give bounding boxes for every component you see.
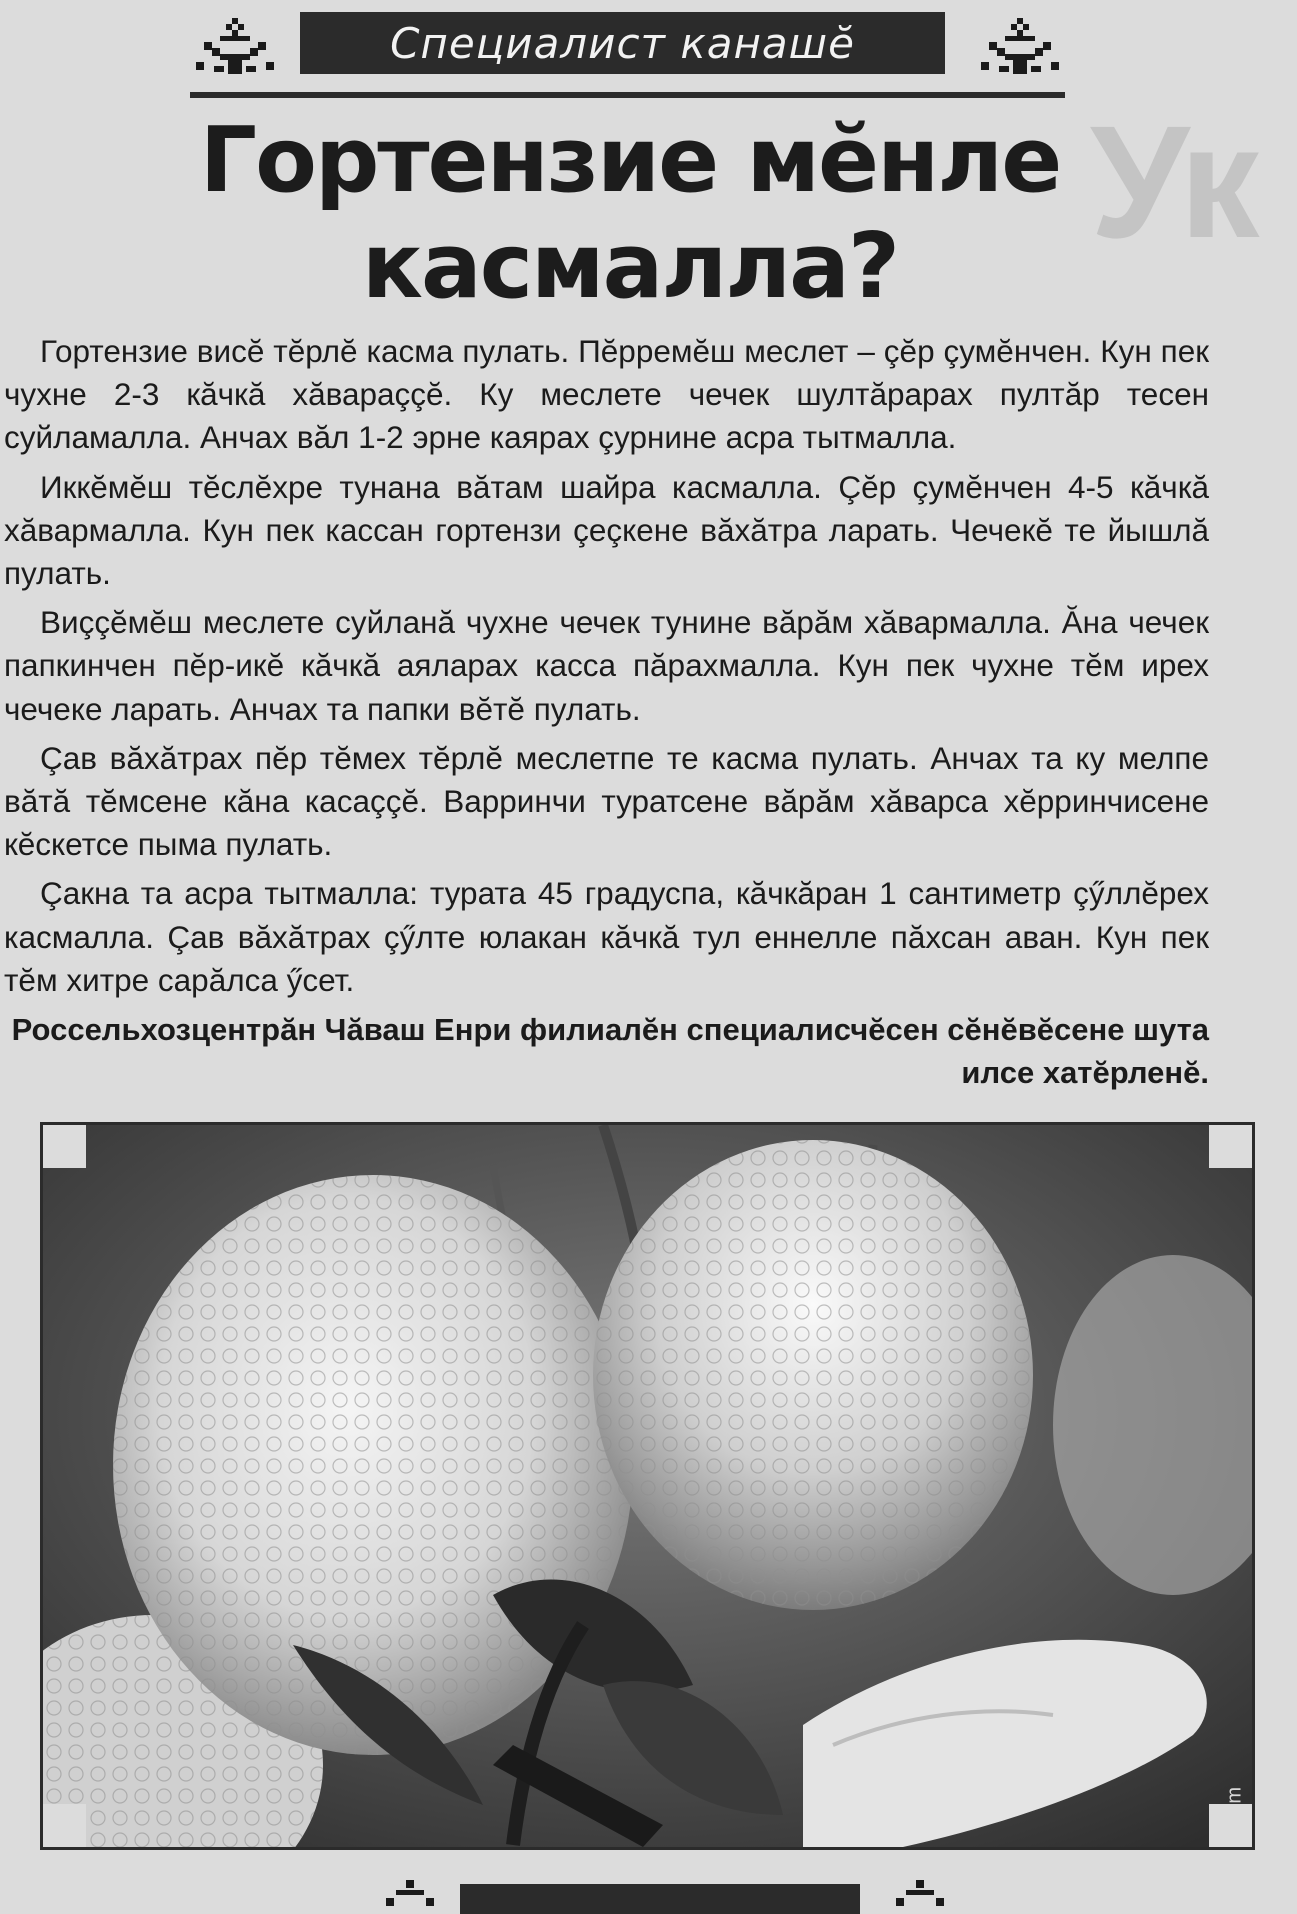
chuvash-ornament-icon xyxy=(975,14,1065,84)
hydrangea-photo xyxy=(40,1122,1255,1850)
photo-corner xyxy=(1209,1122,1255,1168)
photo-corner xyxy=(40,1804,86,1850)
chuvash-ornament-icon xyxy=(380,1878,440,1908)
article-credit: Россельхозцентрăн Чăваш Енри филиалĕн специалисчĕсен сĕнĕвĕсене шута илсе хатĕрленĕ. xyxy=(11,1012,1209,1091)
next-rubric-bar xyxy=(460,1884,860,1914)
rubric-underline xyxy=(190,92,1065,98)
chuvash-ornament-icon xyxy=(890,1878,950,1908)
photo-corner xyxy=(1209,1804,1255,1850)
headline-line-2: касмалла? xyxy=(361,214,899,319)
paragraph: Виççĕмĕш меслете суйланă чухне чечек тунине вăрăм хăвармалла. Ăна чечек папкинчен пĕр-икĕ кăчкă аяларах касса пăрахмалла. Кун пек чухне тĕм ирех чечеке ларать. Анчах та папки вĕтĕ пулать. xyxy=(4,604,1209,727)
article-headline xyxy=(0,108,1260,320)
rubric-bar xyxy=(300,12,945,74)
rubric-header xyxy=(180,4,1065,82)
paragraph: Гортензие висĕ тĕрлĕ касма пулать. Пĕрремĕш меслет – çĕр çумĕнчен. Кун пек чухне 2-3 кăчкă хăвараççĕ. Ку меслете чечек шултăрарах пултăр тесен суйламалла. Анчах вăл 1-2 эрне каярах çурнине асра тытмалла. xyxy=(4,333,1209,456)
paragraph: Çав вăхăтрах пĕр тĕмех тĕрлĕ меслетпе те касма пулать. Анчах та ку мелпе вăтă тĕмсене кăна касаççĕ. Варринчи туратсене вăрăм хăварса хĕрринчисене кĕскетсе пыма пулать. xyxy=(4,739,1209,863)
chuvash-ornament-icon xyxy=(190,14,280,84)
hydrangea-photo-image xyxy=(43,1125,1252,1847)
bleed-through-headline: Ук xyxy=(1090,92,1256,271)
paragraph: Иккĕмĕш тĕслĕхре тунана вăтам шайра касмалла. Çĕр çумĕнчен 4-5 кăчкă хăвармалла. Кун пек кассан гортензи çеçкене вăхăтра ларать. Чечекĕ те йышлă пулать. xyxy=(4,468,1209,592)
photo-corner xyxy=(40,1122,86,1168)
paragraph: Çакна та асра тытмалла: турата 45 градуспа, кăчкăран 1 сантиметр çӳллĕрех касмалла. Çав вăхăтрах çӳлте юлакан кăчкă тул еннелле пăхсан аван. Кун пек тĕм хитре сарăлса ӳсет. xyxy=(4,875,1209,998)
article-body xyxy=(4,330,1209,1094)
headline-line-1: Гортензие мĕнле xyxy=(199,108,1061,213)
rubric-title: Специалист канашĕ xyxy=(390,18,855,68)
